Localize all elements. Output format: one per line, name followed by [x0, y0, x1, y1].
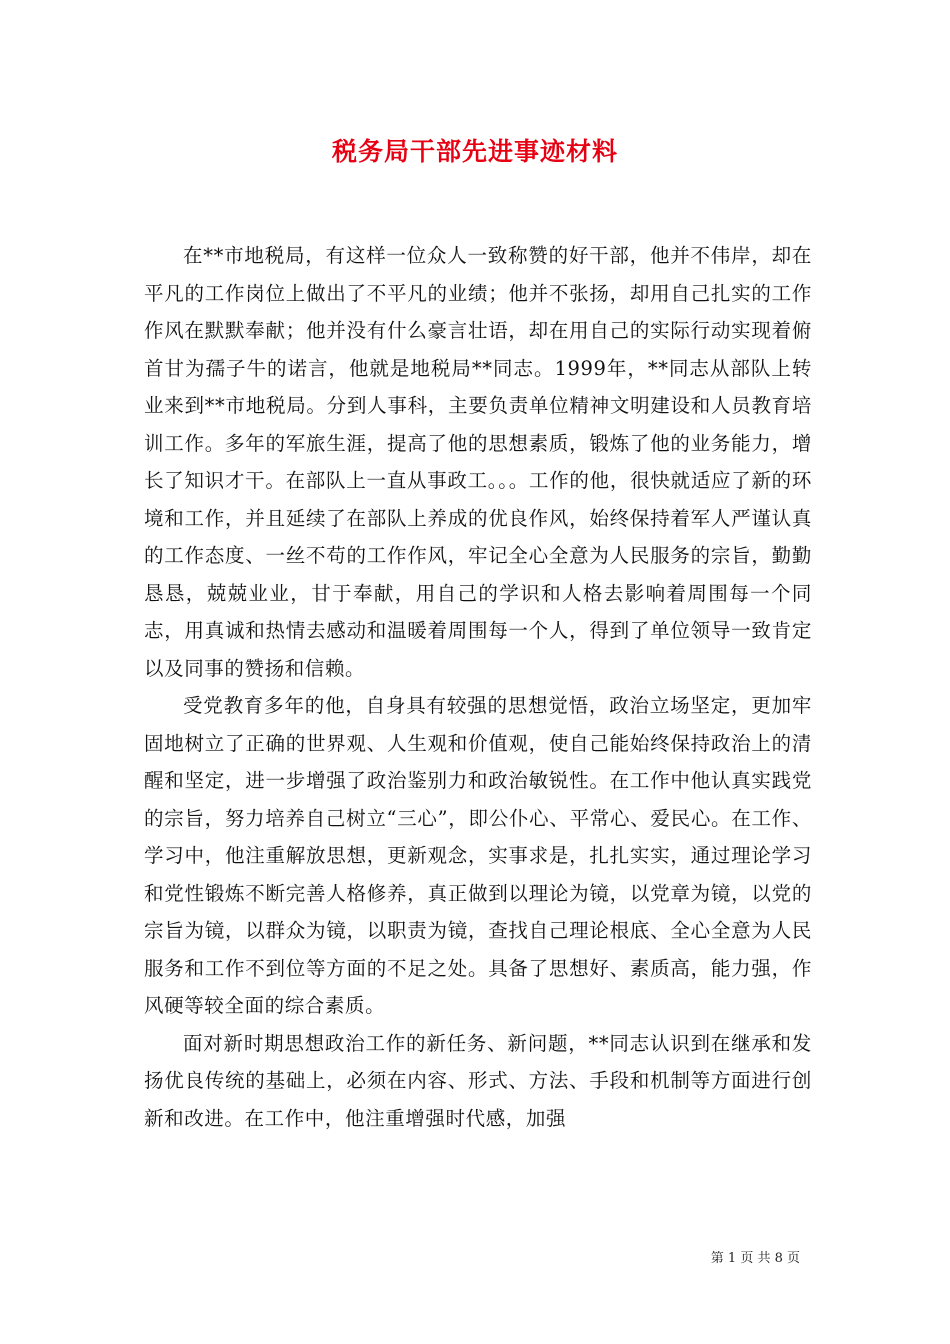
document-title: 税务局干部先进事迹材料: [331, 137, 618, 166]
page-number-footer: 第 1 页 共 8 页: [710, 1251, 800, 1266]
paragraph-3: 面对新时期思想政治工作的新任务、新问题，**同志认识到在继承和发扬优良传统的基础上，必须在内容、形式、方法、手段和机制等方面进行创新和改进。在工作中，他注重增强时代感，加强: [144, 1031, 812, 1130]
paragraph-1: 在**市地税局，有这样一位众人一致称赞的好干部，他并不伟岸，却在平凡的工作岗位上做出了不平凡的业绩；他并不张扬，却用自己扎实的工作作风在默默奉献；他并没有什么豪言壮语，却在用自己的实际行动实现着俯首甘为孺子牛的诺言，他就是地税局**同志。1999年，**同志从部队上转业来到**市地税局。分到人事科，主要负责单位精神文明建设和人员教育培训工作。多年的军旅生涯，提高了他的思想素质，锻炼了他的业务能力，增长了知识才干。在部队上一直从事政工。。。工作的他，很快就适应了新的环境和工作，并且延续了在部队上养成的优良作风，始终保持着军人严谨认真的工作态度、一丝不苟的工作作风，牢记全心全意为人民服务的宗旨，勤勤恳恳，兢兢业业，甘于奉献，用自己的学识和人格去影响着周围每一个同志，用真诚和热情去感动和温暖着周围每一个人，得到了单位领导一致肯定以及同事的赞扬和信赖。: [144, 244, 812, 680]
paragraph-2: 受党教育多年的他，自身具有较强的思想觉悟，政治立场坚定，更加牢固地树立了正确的世界观、人生观和价值观，使自己能始终保持政治上的清醒和坚定，进一步增强了政治鉴别力和政治敏锐性。在工作中他认真实践党的宗旨，努力培养自己树立“三心”，即公仆心、平常心、爱民心。在工作、学习中，他注重解放思想，更新观念，实事求是，扎扎实实，通过理论学习和党性锻炼不断完善人格修养，真正做到以理论为镜，以党章为镜，以党的宗旨为镜，以群众为镜，以职责为镜，查找自己理论根底、全心全意为人民服务和工作不到位等方面的不足之处。具备了思想好、素质高，能力强，作风硬等较全面的综合素质。: [144, 694, 812, 1017]
document-body: [144, 237, 812, 1137]
